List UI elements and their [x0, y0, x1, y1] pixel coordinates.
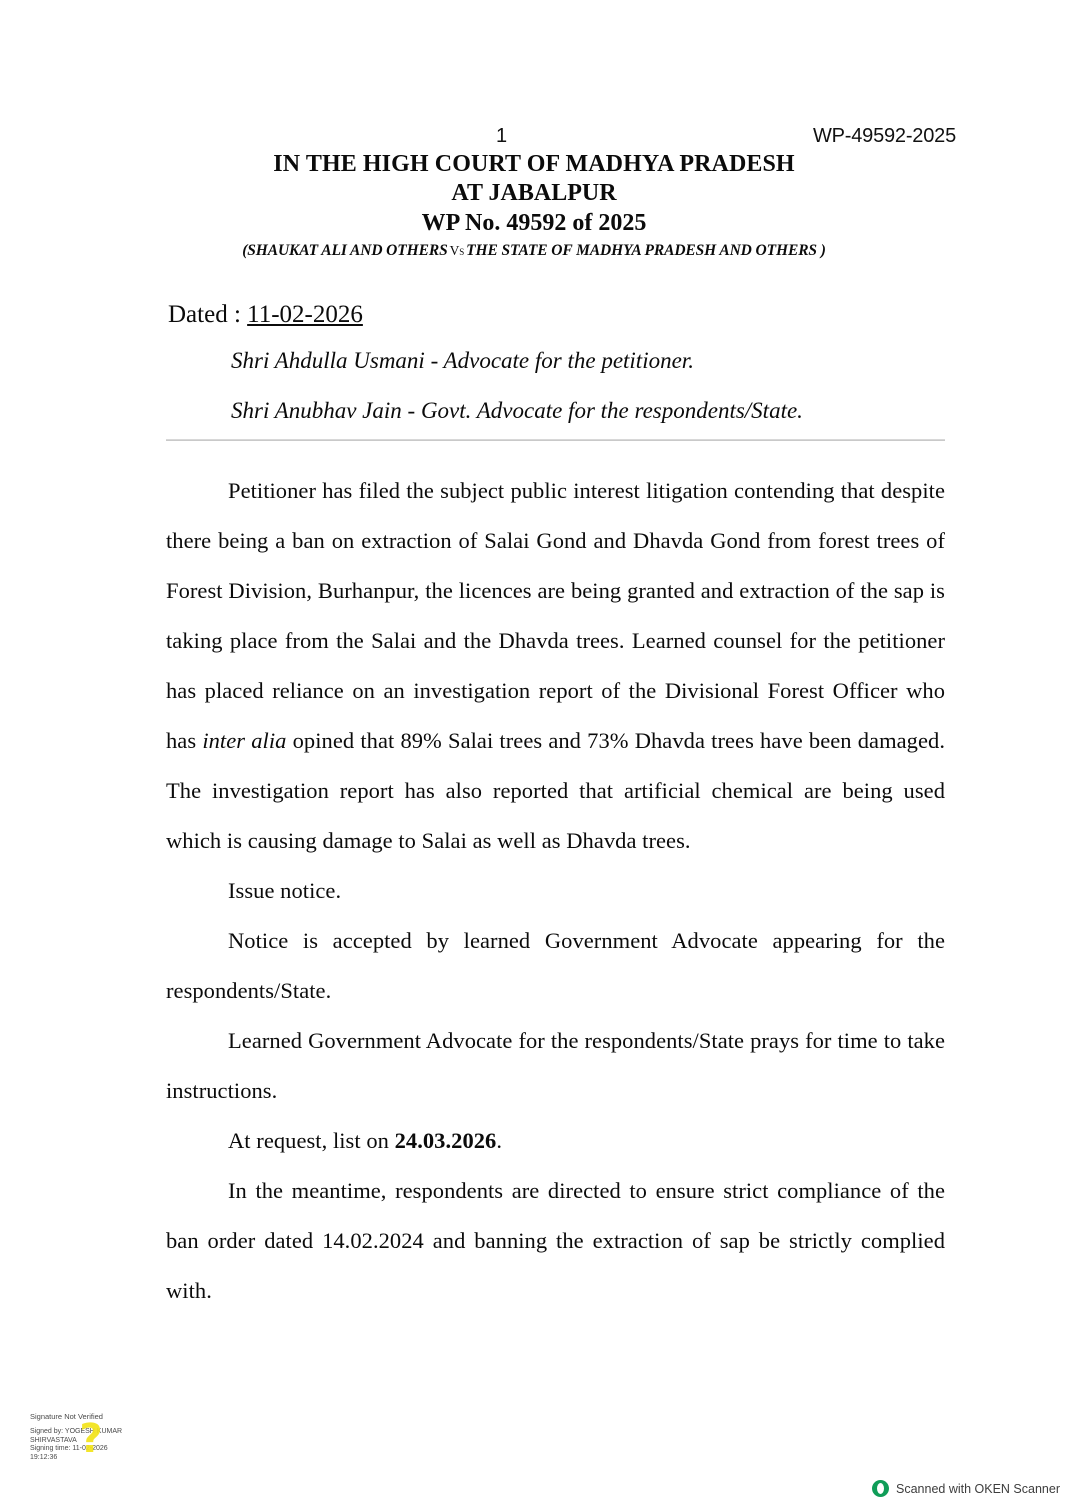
signature-signed-by-cont: SHIRVASTAVA — [30, 1436, 77, 1444]
counsel-respondent: Shri Anubhav Jain - Govt. Advocate for the respondents/State. — [231, 398, 803, 423]
horizontal-divider — [166, 439, 945, 441]
order-date — [168, 300, 363, 330]
court-name: IN THE HIGH COURT OF MADHYA PRADESH — [273, 151, 795, 177]
paragraph-1-text-a: Petitioner has filed the subject public interest litigation contending that despite there being a ban on extraction of Salai Gond and Dhavda Gond from forest trees of Forest Division, Burhanpur, the licences are being granted and extraction of the sap is taking place from the Salai and the Dhavda trees. Learned counsel for the petitioner has placed reliance on an investigation report of the Divisional Forest Officer who has — [166, 478, 945, 753]
digital-signature-stamp — [30, 1412, 150, 1464]
counsel-petitioner: Shri Ahdulla Usmani - Advocate for the petitioner. — [231, 348, 694, 373]
paragraph-1 — [166, 466, 945, 866]
dated-label: Dated : — [168, 301, 248, 328]
next-listing-date: 24.03.2026 — [394, 1128, 497, 1153]
dated-value: 11-02-2026 — [247, 301, 363, 328]
scanner-watermark — [872, 1480, 1060, 1497]
paragraph-5-text-a: At request, list on — [228, 1128, 395, 1153]
paragraph-3: Notice is accepted by learned Government Advocate appearing for the respondents/State. — [166, 928, 945, 1003]
scanner-watermark-text: Scanned with OKEN Scanner — [896, 1481, 1060, 1496]
paragraph-5 — [166, 1116, 945, 1166]
case-number-header: WP-49592-2025 — [812, 125, 956, 147]
paragraph-6: In the meantime, respondents are directed to ensure strict compliance of the ban order dated 14.02.2024 and banning the extraction of sap be strictly complied with. — [166, 1178, 945, 1303]
case-parties — [0, 240, 1068, 262]
order-body — [166, 466, 945, 1316]
respondent-party: THE STATE OF MADHYA PRADESH AND OTHERS ) — [466, 242, 826, 259]
versus-label: Vs — [449, 243, 465, 258]
paragraph-1-latin-phrase: inter alia — [202, 728, 287, 753]
petitioner-party: (SHAUKAT ALI AND OTHERS — [242, 242, 448, 259]
paragraph-1-text-b: opined that 89% Salai trees and 73% Dhavda trees have been damaged. The investigation report has also reported that artificial chemical are being used which is causing damage to Salai as well as Dhavda trees. — [166, 728, 945, 853]
court-heading-block — [0, 150, 1068, 262]
paragraph-5-text-b: . — [496, 1128, 503, 1153]
oken-logo-icon — [872, 1480, 889, 1497]
page-number: 1 — [496, 125, 508, 147]
signature-status: Signature Not Verified — [30, 1412, 103, 1421]
signature-signing-time: Signing time: 11-02-2026 — [30, 1445, 108, 1453]
paragraph-2: Issue notice. — [228, 878, 342, 903]
question-mark-icon: ? — [79, 1416, 103, 1462]
case-title: WP No. 49592 of 2025 — [421, 210, 647, 236]
paragraph-4: Learned Government Advocate for the respondents/State prays for time to take instructions. — [166, 1028, 945, 1103]
signature-signed-by: Signed by: YOGESH KUMAR — [30, 1428, 123, 1435]
signature-signing-clock: 19:12:36 — [30, 1453, 58, 1461]
page-header — [166, 124, 956, 148]
court-seat: AT JABALPUR — [451, 180, 617, 206]
